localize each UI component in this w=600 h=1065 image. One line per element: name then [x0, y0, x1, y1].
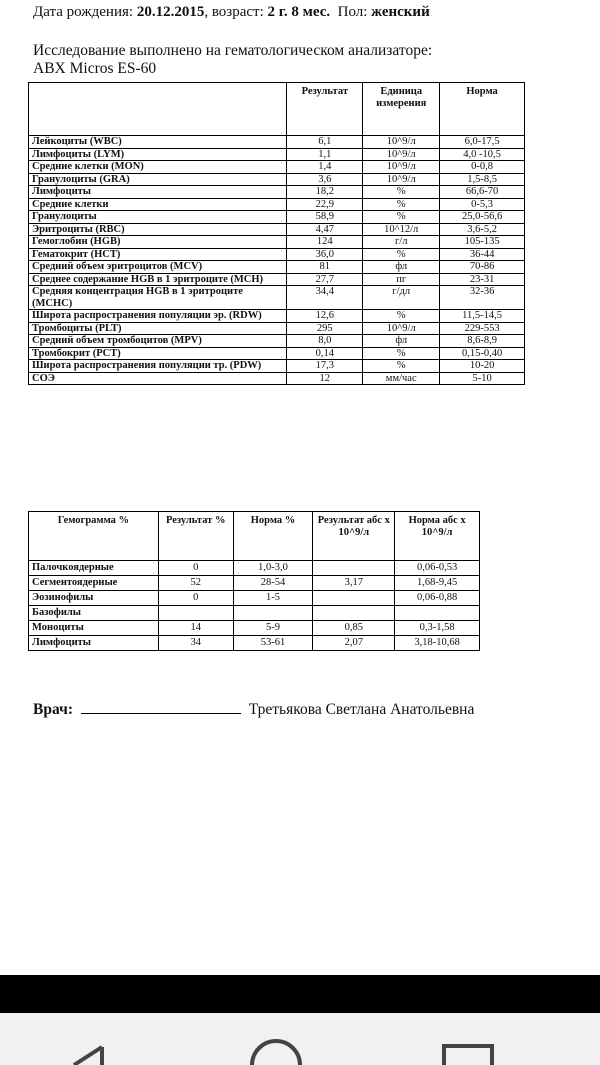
row-result: 4,47 [287, 223, 363, 236]
row-name: Широта распространения популяции эр. (RDW) [29, 310, 287, 323]
table-row [29, 223, 525, 236]
table-row [29, 621, 480, 636]
row-unit: % [363, 186, 440, 199]
row-norm: 10-20 [440, 360, 525, 373]
table-row [29, 286, 525, 310]
table-row [29, 148, 525, 161]
row-name: Гранулоциты [29, 211, 287, 224]
table-row [29, 161, 525, 174]
header-norm-pct: Норма % [233, 512, 313, 561]
table-row [29, 636, 480, 651]
row-norm: 5-9 [233, 621, 313, 636]
table-row [29, 360, 525, 373]
header-result-pct: Результат % [158, 512, 233, 561]
row-abs: 0,85 [313, 621, 395, 636]
sex-label: Пол: [337, 4, 368, 20]
age-value: 2 г. 8 мес. [267, 4, 331, 20]
row-name: Широта распространения популяции тр. (PDW) [29, 360, 287, 373]
row-norm: 0-0,8 [440, 161, 525, 174]
row-result: 0 [158, 561, 233, 576]
row-unit: % [363, 347, 440, 360]
row-name: Тромбокрит (PCT) [29, 347, 287, 360]
row-result: 124 [287, 236, 363, 249]
row-name: Базофилы [29, 606, 159, 621]
row-norm: 66,6-70 [440, 186, 525, 199]
row-result: 52 [158, 576, 233, 591]
row-result: 0,14 [287, 347, 363, 360]
table-row [29, 335, 525, 348]
row-unit: 10^9/л [363, 322, 440, 335]
black-bar [0, 975, 600, 1013]
row-norm: 4,0 -10,5 [440, 148, 525, 161]
table-row [29, 310, 525, 323]
row-name: Тромбоциты (PLT) [29, 322, 287, 335]
row-abs-norm [395, 606, 480, 621]
row-unit: мм/час [363, 372, 440, 385]
row-unit: фл [363, 261, 440, 274]
row-result: 58,9 [287, 211, 363, 224]
row-abs-norm: 1,68-9,45 [395, 576, 480, 591]
table-row [29, 248, 525, 261]
row-unit: г/дл [363, 286, 440, 310]
row-unit: фл [363, 335, 440, 348]
header-norm-abs: Норма абс х 10^9/л [395, 512, 480, 561]
row-name: Лимфоциты [29, 636, 159, 651]
row-name: Среднее содержание HGB в 1 эритроците (MCH) [29, 273, 287, 286]
row-name: Средние клетки (MON) [29, 161, 287, 174]
row-result [158, 606, 233, 621]
row-result: 8,0 [287, 335, 363, 348]
row-result: 3,6 [287, 173, 363, 186]
row-unit: % [363, 248, 440, 261]
row-name: Сегментоядерные [29, 576, 159, 591]
row-result: 18,2 [287, 186, 363, 199]
row-result: 12 [287, 372, 363, 385]
row-norm: 3,6-5,2 [440, 223, 525, 236]
row-name: Средний объем тромбоцитов (MPV) [29, 335, 287, 348]
header-name [29, 83, 287, 136]
row-name: Средняя концентрация HGB в 1 эритроците (MCHC) [29, 286, 287, 310]
row-name: Лейкоциты (WBC) [29, 136, 287, 149]
row-name: Эозинофилы [29, 591, 159, 606]
row-unit: 10^9/л [363, 161, 440, 174]
row-name: Палочкоядерные [29, 561, 159, 576]
row-result: 34 [158, 636, 233, 651]
row-result: 81 [287, 261, 363, 274]
row-unit: % [363, 198, 440, 211]
row-unit: г/л [363, 236, 440, 249]
row-result: 1,1 [287, 148, 363, 161]
age-label: , возраст: [204, 4, 264, 20]
row-norm: 6,0-17,5 [440, 136, 525, 149]
row-result: 12,6 [287, 310, 363, 323]
table-row [29, 273, 525, 286]
sex-value: женский [371, 4, 430, 20]
row-name: Средний объем эритроцитов (MCV) [29, 261, 287, 274]
row-unit: % [363, 211, 440, 224]
table-row [29, 186, 525, 199]
row-norm: 105-135 [440, 236, 525, 249]
home-circle-icon[interactable] [246, 1013, 306, 1065]
row-result: 17,3 [287, 360, 363, 373]
table-header-row [29, 83, 525, 136]
recents-square-icon[interactable] [440, 1013, 496, 1065]
doctor-label: Врач: [33, 701, 73, 718]
row-abs-norm: 0,06-0,88 [395, 591, 480, 606]
row-norm: 36-44 [440, 248, 525, 261]
row-unit: 10^12/л [363, 223, 440, 236]
doctor-signature-line [33, 700, 474, 719]
row-abs-norm: 0,06-0,53 [395, 561, 480, 576]
table-row [29, 211, 525, 224]
hemogram-table [28, 511, 480, 651]
row-name: Лимфоциты [29, 186, 287, 199]
table-row [29, 322, 525, 335]
row-unit: пг [363, 273, 440, 286]
table-row [29, 561, 480, 576]
row-norm: 5-10 [440, 372, 525, 385]
row-unit: 10^9/л [363, 173, 440, 186]
row-result: 14 [158, 621, 233, 636]
row-name: Средние клетки [29, 198, 287, 211]
row-abs [313, 561, 395, 576]
table-row [29, 261, 525, 274]
back-triangle-icon[interactable] [60, 1013, 110, 1065]
row-abs: 2,07 [313, 636, 395, 651]
header-norm: Норма [440, 83, 525, 136]
dob-value: 20.12.2015 [136, 4, 205, 20]
row-norm: 32-36 [440, 286, 525, 310]
table-row [29, 576, 480, 591]
table-row [29, 347, 525, 360]
patient-info-line [33, 4, 430, 21]
table-row [29, 236, 525, 249]
row-result: 34,4 [287, 286, 363, 310]
row-result: 27,7 [287, 273, 363, 286]
android-navbar [0, 1013, 600, 1065]
row-unit: % [363, 360, 440, 373]
row-norm: 1-5 [233, 591, 313, 606]
dob-label: Дата рождения: [33, 4, 134, 20]
table-header-row [29, 512, 480, 561]
header-unit: Единица измерения [363, 83, 440, 136]
row-norm: 53-61 [233, 636, 313, 651]
row-name: Гематокрит (HCT) [29, 248, 287, 261]
signature-underline [81, 700, 241, 714]
row-result: 36,0 [287, 248, 363, 261]
table-row [29, 173, 525, 186]
row-norm: 70-86 [440, 261, 525, 274]
table-row [29, 591, 480, 606]
row-name: Гемоглобин (HGB) [29, 236, 287, 249]
row-result: 22,9 [287, 198, 363, 211]
table-row [29, 136, 525, 149]
row-abs [313, 591, 395, 606]
row-name: Гранулоциты (GRA) [29, 173, 287, 186]
row-name: Эритроциты (RBC) [29, 223, 287, 236]
analyzer-intro [33, 42, 432, 78]
row-norm: 0-5,3 [440, 198, 525, 211]
header-result-abs: Результат абс х 10^9/л [313, 512, 395, 561]
row-norm: 0,15-0,40 [440, 347, 525, 360]
row-name: Моноциты [29, 621, 159, 636]
table-row [29, 372, 525, 385]
row-norm: 11,5-14,5 [440, 310, 525, 323]
row-abs-norm: 0,3-1,58 [395, 621, 480, 636]
row-abs [313, 606, 395, 621]
row-result: 6,1 [287, 136, 363, 149]
row-abs-norm: 3,18-10,68 [395, 636, 480, 651]
row-abs: 3,17 [313, 576, 395, 591]
row-result: 295 [287, 322, 363, 335]
row-norm: 23-31 [440, 273, 525, 286]
row-norm: 8,6-8,9 [440, 335, 525, 348]
intro-line-2: ABX Micros ES-60 [33, 60, 157, 77]
row-norm [233, 606, 313, 621]
row-norm: 28-54 [233, 576, 313, 591]
header-hemogram: Гемограмма % [29, 512, 159, 561]
table-row [29, 606, 480, 621]
row-unit: 10^9/л [363, 136, 440, 149]
doctor-name: Третьякова Светлана Анатольевна [248, 701, 475, 718]
blood-test-table [28, 82, 525, 385]
header-result: Результат [287, 83, 363, 136]
row-result: 0 [158, 591, 233, 606]
row-norm: 229-553 [440, 322, 525, 335]
table-row [29, 198, 525, 211]
row-unit: % [363, 310, 440, 323]
row-name: Лимфоциты (LYM) [29, 148, 287, 161]
row-result: 1,4 [287, 161, 363, 174]
row-norm: 1,5-8,5 [440, 173, 525, 186]
row-norm: 25,0-56,6 [440, 211, 525, 224]
row-norm: 1,0-3,0 [233, 561, 313, 576]
row-name: СОЭ [29, 372, 287, 385]
intro-line-1: Исследование выполнено на гематологическом анализаторе: [33, 42, 433, 59]
row-unit: 10^9/л [363, 148, 440, 161]
